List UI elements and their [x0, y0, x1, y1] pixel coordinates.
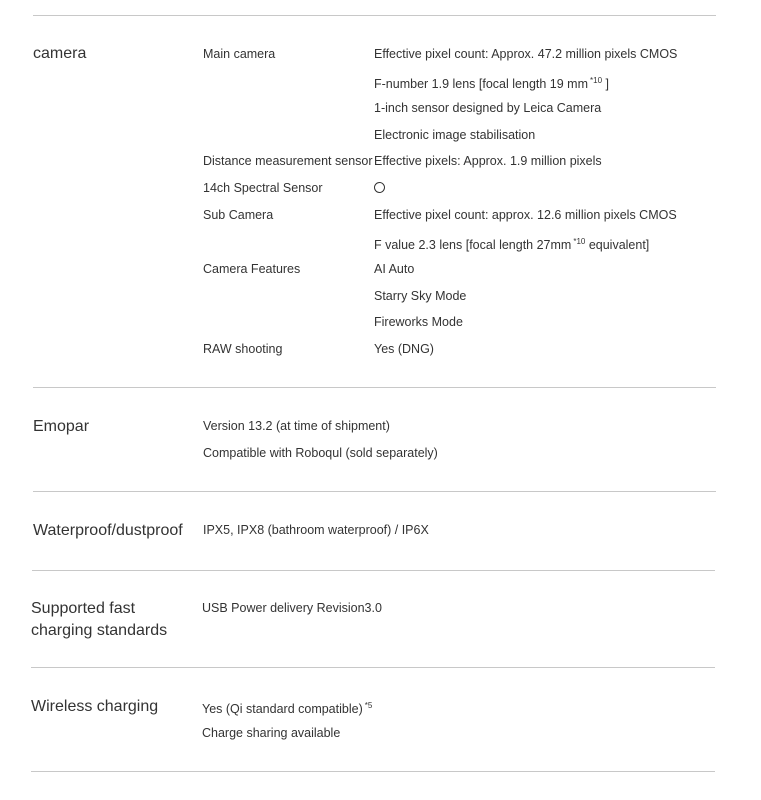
- divider: [33, 387, 716, 388]
- spec-value: Compatible with Roboqul (sold separately): [203, 446, 438, 460]
- section-heading-fast-charging: charging standards: [31, 622, 168, 639]
- section-heading-wireless-charging: Wireless charging: [31, 698, 159, 715]
- spec-value: Yes (DNG): [374, 342, 434, 356]
- spec-value: IPX5, IPX8 (bathroom waterproof) / IP6X: [203, 523, 429, 537]
- section-heading-camera: camera: [33, 45, 87, 62]
- footnote-ref: *10: [573, 237, 586, 246]
- spec-label-camera-features: Camera Features: [203, 262, 301, 276]
- spec-value: 1-inch sensor designed by Leica Camera: [374, 101, 602, 115]
- spec-value: [374, 179, 385, 197]
- spec-label-main-camera: Main camera: [203, 47, 276, 61]
- section-heading-emopar: Emopar: [33, 418, 90, 435]
- spec-value-text: Yes (Qi standard compatible): [202, 702, 363, 716]
- spec-value: [374, 233, 649, 254]
- spec-value: [202, 697, 372, 718]
- spec-label-spectral-sensor: 14ch Spectral Sensor: [203, 181, 323, 195]
- spec-value: Charge sharing available: [202, 726, 341, 740]
- spec-label-sub-camera: Sub Camera: [203, 208, 274, 222]
- spec-value: Effective pixel count: Approx. 47.2 million pixels CMOS: [374, 47, 678, 61]
- spec-label-raw-shooting: RAW shooting: [203, 342, 283, 356]
- spec-value: Effective pixel count: approx. 12.6 million pixels CMOS: [374, 208, 677, 222]
- spec-value-text: equivalent]: [585, 238, 650, 252]
- spec-value: AI Auto: [374, 262, 415, 276]
- spec-value: USB Power delivery Revision3.0: [202, 601, 382, 615]
- section-heading-fast-charging: Supported fast: [31, 600, 136, 617]
- circle-icon: [374, 182, 385, 193]
- spec-value: Fireworks Mode: [374, 315, 463, 329]
- spec-value: Starry Sky Mode: [374, 289, 467, 303]
- spec-value: Version 13.2 (at time of shipment): [203, 419, 390, 433]
- divider: [32, 570, 715, 571]
- divider: [31, 667, 715, 668]
- divider: [31, 771, 715, 772]
- spec-value-text: F value 2.3 lens [focal length 27mm: [374, 238, 572, 252]
- spec-value: Electronic image stabilisation: [374, 128, 536, 142]
- divider: [33, 491, 716, 492]
- footnote-ref: *10: [590, 76, 603, 85]
- spec-value: [374, 72, 609, 93]
- footnote-ref: *5: [364, 701, 373, 710]
- divider: [33, 15, 716, 16]
- spec-value: Effective pixels: Approx. 1.9 million pixels: [374, 154, 602, 168]
- spec-value-text: F-number 1.9 lens [focal length 19 mm: [374, 77, 588, 91]
- section-heading-waterproof: Waterproof/dustproof: [33, 522, 183, 539]
- spec-value-text: ]: [602, 77, 609, 91]
- spec-label-distance-sensor: Distance measurement sensor: [203, 154, 373, 168]
